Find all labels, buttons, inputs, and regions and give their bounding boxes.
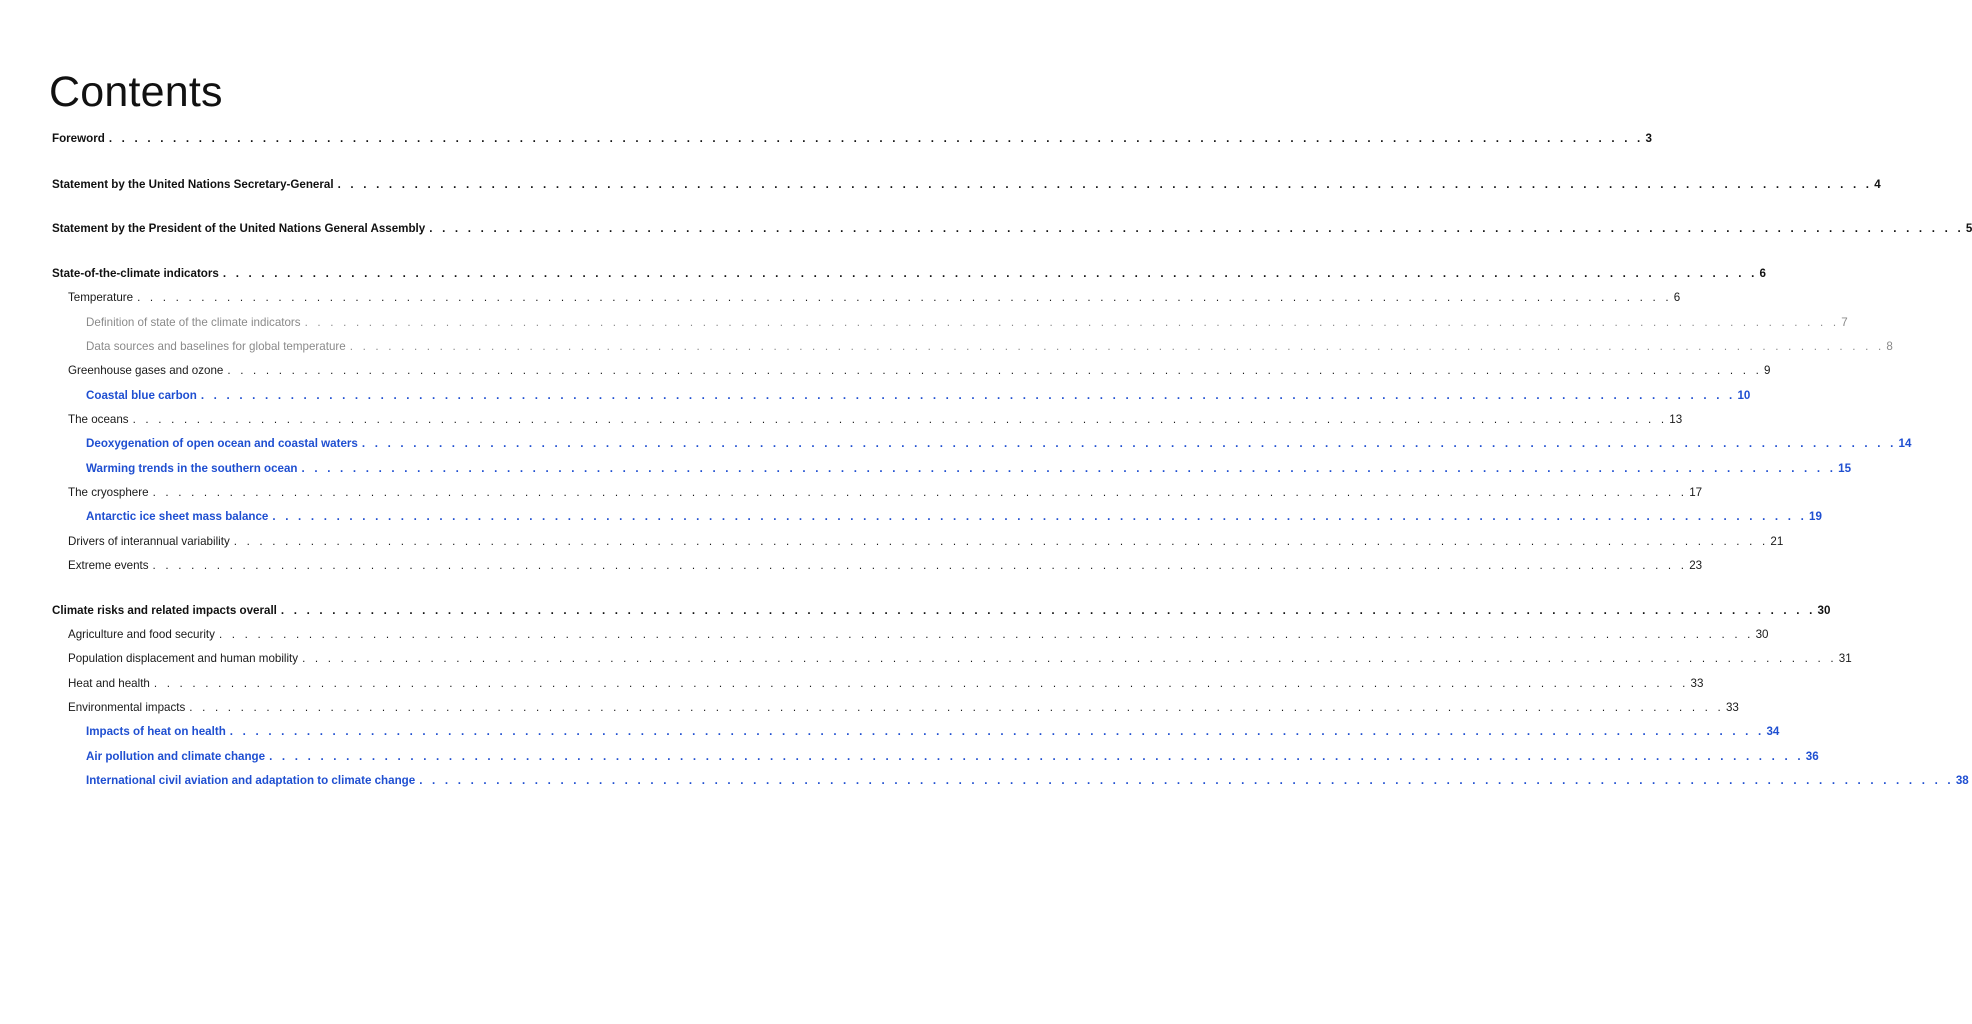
toc-entry-page-number: 15: [1838, 462, 1852, 475]
toc-entry[interactable]: [52, 749, 1819, 765]
toc-entry: [52, 603, 1831, 619]
toc-entry-label: Antarctic ice sheet mass balance: [86, 510, 269, 523]
dot-leader: . . . . . . . . . . . . . . . . . . . . . . . . . . . . . . . . . . . . . . . . . . . . . . . . . . . . . . . . . . . . . . . . . . . . . . . . . . . . . . . . . . . . . . . . . . . . . . . . . . . . . . . . . . . . . . . . . . . . . . . .: [302, 652, 1837, 665]
dot-leader: . . . . . . . . . . . . . . . . . . . . . . . . . . . . . . . . . . . . . . . . . . . . . . . . . . . . . . . . . . . . . . . . . . . . . . . . . . . . . . . . . . . . . . . . . . . . . . . . . . . . . . . . . . . . . . . . . . . . . . . .: [153, 677, 1689, 690]
toc-entry-label: Population displacement and human mobility: [68, 652, 299, 665]
dot-leader: . . . . . . . . . . . . . . . . . . . . . . . . . . . . . . . . . . . . . . . . . . . . . . . . . . . . . . . . . . . . . . . . . . . . . . . . . . . . . . . . . . . . . . . . . . . . . . . . . . . . . . . . . . . . . . . . . . . . . . . .: [429, 222, 1964, 235]
toc-entry-label: Greenhouse gases and ozone: [68, 364, 224, 377]
dot-leader: . . . . . . . . . . . . . . . . . . . . . . . . . . . . . . . . . . . . . . . . . . . . . . . . . . . . . . . . . . . . . . . . . . . . . . . . . . . . . . . . . . . . . . . . . . . . . . . . . . . . . . . . . . . . . . . . . . . . . . . .: [218, 628, 1754, 641]
toc-entry-label: Heat and health: [68, 677, 150, 690]
toc-entry-page-number: 6: [1673, 291, 1681, 304]
toc-entry-page-number: 8: [1886, 340, 1893, 353]
dot-leader: . . . . . . . . . . . . . . . . . . . . . . . . . . . . . . . . . . . . . . . . . . . . . . . . . . . . . . . . . . . . . . . . . . . . . . . . . . . . . . . . . . . . . . . . . . . . . . . . . . . . . . . . . . . . . . . . . . . . . . . .: [200, 389, 1736, 402]
dot-leader: . . . . . . . . . . . . . . . . . . . . . . . . . . . . . . . . . . . . . . . . . . . . . . . . . . . . . . . . . . . . . . . . . . . . . . . . . . . . . . . . . . . . . . . . . . . . . . . . . . . . . . . . . . . . . . . . . . . . . . . .: [137, 291, 1672, 304]
toc-entry-label: Foreword: [52, 132, 105, 145]
toc-entry-page-number: 36: [1805, 750, 1819, 763]
toc-entry-page-number: 31: [1838, 652, 1852, 665]
toc-entry-page-number: 4: [1874, 178, 1881, 191]
toc-entry[interactable]: [52, 461, 1852, 477]
toc-entry: [52, 412, 1683, 428]
toc-entry: [52, 485, 1703, 501]
toc-entry-page-number: 9: [1764, 364, 1771, 377]
dot-leader: . . . . . . . . . . . . . . . . . . . . . . . . . . . . . . . . . . . . . . . . . . . . . . . . . . . . . . . . . . . . . . . . . . . . . . . . . . . . . . . . . . . . . . . . . . . . . . . . . . . . . . . . . . . . . . . . . . . . . . . .: [280, 604, 1816, 617]
dot-leader: . . . . . . . . . . . . . . . . . . . . . . . . . . . . . . . . . . . . . . . . . . . . . . . . . . . . . . . . . . . . . . . . . . . . . . . . . . . . . . . . . . . . . . . . . . . . . . . . . . . . . . . . . . . . . . . . . . . . . . . .: [108, 132, 1644, 145]
toc-entry[interactable]: [52, 724, 1780, 740]
toc-entry[interactable]: [52, 436, 1912, 452]
toc-entry-label: Impacts of heat on health: [86, 725, 226, 738]
dot-leader: . . . . . . . . . . . . . . . . . . . . . . . . . . . . . . . . . . . . . . . . . . . . . . . . . . . . . . . . . . . . . . . . . . . . . . . . . . . . . . . . . . . . . . . . . . . . . . . . . . . . . . . . . . . . . . . . . . . . . . . .: [301, 462, 1837, 475]
toc-entry-label: Extreme events: [68, 559, 149, 572]
toc-entry: [52, 700, 1739, 716]
dot-leader: . . . . . . . . . . . . . . . . . . . . . . . . . . . . . . . . . . . . . . . . . . . . . . . . . . . . . . . . . . . . . . . . . . . . . . . . . . . . . . . . . . . . . . . . . . . . . . . . . . . . . . . . . . . . . . . . . . . . . . . .: [227, 364, 1763, 377]
toc-entry-label: The oceans: [68, 413, 129, 426]
toc-entry-label: International civil aviation and adaptation to climate change: [86, 774, 416, 787]
dot-leader: . . . . . . . . . . . . . . . . . . . . . . . . . . . . . . . . . . . . . . . . . . . . . . . . . . . . . . . . . . . . . . . . . . . . . . . . . . . . . . . . . . . . . . . . . . . . . . . . . . . . . . . . . . . . . . . . . . . . . . . .: [189, 701, 1724, 714]
toc-entry-page-number: 21: [1770, 535, 1784, 548]
toc-entry-label: The cryosphere: [68, 486, 149, 499]
toc-entry: [52, 131, 1652, 147]
toc-entry: [52, 266, 1766, 282]
toc-entry: [52, 221, 1972, 237]
dot-leader: . . . . . . . . . . . . . . . . . . . . . . . . . . . . . . . . . . . . . . . . . . . . . . . . . . . . . . . . . . . . . . . . . . . . . . . . . . . . . . . . . . . . . . . . . . . . . . . . . . . . . . . . . . . . . . . . . . . . . . . .: [222, 267, 1758, 280]
dot-leader: . . . . . . . . . . . . . . . . . . . . . . . . . . . . . . . . . . . . . . . . . . . . . . . . . . . . . . . . . . . . . . . . . . . . . . . . . . . . . . . . . . . . . . . . . . . . . . . . . . . . . . . . . . . . . . . . . . . . . . . .: [152, 559, 1688, 572]
toc-entry-label: Statement by the President of the United Nations General Assembly: [52, 222, 426, 235]
toc-entry-page-number: 10: [1737, 389, 1751, 402]
toc-entry: [52, 290, 1681, 306]
toc-entry[interactable]: [52, 773, 1969, 789]
toc-entry: [52, 363, 1771, 379]
toc-entry-page-number: 14: [1898, 437, 1912, 450]
toc-entry-page-number: 33: [1690, 677, 1704, 690]
toc-entry: [52, 339, 1893, 355]
toc-entry[interactable]: [52, 509, 1822, 525]
toc-entry-label: State-of-the-climate indicators: [52, 267, 219, 280]
dot-leader: . . . . . . . . . . . . . . . . . . . . . . . . . . . . . . . . . . . . . . . . . . . . . . . . . . . . . . . . . . . . . . . . . . . . . . . . . . . . . . . . . . . . . . . . . . . . . . . . . . . . . . . . . . . . . . . . . . . . . . . .: [269, 750, 1804, 763]
dot-leader: . . . . . . . . . . . . . . . . . . . . . . . . . . . . . . . . . . . . . . . . . . . . . . . . . . . . . . . . . . . . . . . . . . . . . . . . . . . . . . . . . . . . . . . . . . . . . . . . . . . . . . . . . . . . . . . . . . . . . . . .: [233, 535, 1769, 548]
toc-entry[interactable]: [52, 388, 1751, 404]
toc-entry-label: Coastal blue carbon: [86, 389, 197, 402]
toc-entry-page-number: 17: [1689, 486, 1703, 499]
toc-entry: [52, 558, 1703, 574]
toc-entry-label: Statement by the United Nations Secretary-General: [52, 178, 334, 191]
toc-entry: [52, 177, 1881, 193]
toc-entry-page-number: 23: [1689, 559, 1703, 572]
dot-leader: . . . . . . . . . . . . . . . . . . . . . . . . . . . . . . . . . . . . . . . . . . . . . . . . . . . . . . . . . . . . . . . . . . . . . . . . . . . . . . . . . . . . . . . . . . . . . . . . . . . . . . . . . . . . . . . . . . . . . . . .: [349, 340, 1885, 353]
dot-leader: . . . . . . . . . . . . . . . . . . . . . . . . . . . . . . . . . . . . . . . . . . . . . . . . . . . . . . . . . . . . . . . . . . . . . . . . . . . . . . . . . . . . . . . . . . . . . . . . . . . . . . . . . . . . . . . . . . . . . . . .: [132, 413, 1668, 426]
toc-entry-label: Agriculture and food security: [68, 628, 215, 641]
toc-entry-label: Drivers of interannual variability: [68, 535, 230, 548]
toc-entry-page-number: 30: [1755, 628, 1769, 641]
toc-entry: [52, 676, 1704, 692]
dot-leader: . . . . . . . . . . . . . . . . . . . . . . . . . . . . . . . . . . . . . . . . . . . . . . . . . . . . . . . . . . . . . . . . . . . . . . . . . . . . . . . . . . . . . . . . . . . . . . . . . . . . . . . . . . . . . . . . . . . . . . . .: [337, 178, 1873, 191]
toc-entry-page-number: 30: [1817, 604, 1831, 617]
dot-leader: . . . . . . . . . . . . . . . . . . . . . . . . . . . . . . . . . . . . . . . . . . . . . . . . . . . . . . . . . . . . . . . . . . . . . . . . . . . . . . . . . . . . . . . . . . . . . . . . . . . . . . . . . . . . . . . . . . . . . . . .: [272, 510, 1808, 523]
toc-entry-page-number: 3: [1645, 132, 1652, 145]
dot-leader: . . . . . . . . . . . . . . . . . . . . . . . . . . . . . . . . . . . . . . . . . . . . . . . . . . . . . . . . . . . . . . . . . . . . . . . . . . . . . . . . . . . . . . . . . . . . . . . . . . . . . . . . . . . . . . . . . . . . . . . .: [229, 725, 1765, 738]
toc-entry: [52, 534, 1784, 550]
toc-entry-label: Climate risks and related impacts overall: [52, 604, 277, 617]
toc-entry-page-number: 5: [1965, 222, 1972, 235]
toc-entry-page-number: 33: [1725, 701, 1739, 714]
page-title: Contents: [49, 68, 223, 116]
toc-entry-label: Definition of state of the climate indicators: [86, 316, 301, 329]
dot-leader: . . . . . . . . . . . . . . . . . . . . . . . . . . . . . . . . . . . . . . . . . . . . . . . . . . . . . . . . . . . . . . . . . . . . . . . . . . . . . . . . . . . . . . . . . . . . . . . . . . . . . . . . . . . . . . . . . . . . . . . .: [361, 437, 1897, 450]
toc-entry-page-number: 6: [1759, 267, 1766, 280]
toc-entry-label: Deoxygenation of open ocean and coastal waters: [86, 437, 358, 450]
toc-entry: [52, 627, 1769, 643]
toc-entry-label: Temperature: [68, 291, 134, 304]
toc-entry-page-number: 38: [1955, 774, 1969, 787]
toc-entry-page-number: 19: [1809, 510, 1822, 523]
dot-leader: . . . . . . . . . . . . . . . . . . . . . . . . . . . . . . . . . . . . . . . . . . . . . . . . . . . . . . . . . . . . . . . . . . . . . . . . . . . . . . . . . . . . . . . . . . . . . . . . . . . . . . . . . . . . . . . . . . . . . . . .: [304, 316, 1840, 329]
toc-entry-label: Data sources and baselines for global temperature: [86, 340, 346, 353]
toc-entry-label: Warming trends in the southern ocean: [86, 462, 298, 475]
dot-leader: . . . . . . . . . . . . . . . . . . . . . . . . . . . . . . . . . . . . . . . . . . . . . . . . . . . . . . . . . . . . . . . . . . . . . . . . . . . . . . . . . . . . . . . . . . . . . . . . . . . . . . . . . . . . . . . . . . . . . . . .: [419, 774, 1954, 787]
toc-entry: [52, 315, 1848, 331]
dot-leader: . . . . . . . . . . . . . . . . . . . . . . . . . . . . . . . . . . . . . . . . . . . . . . . . . . . . . . . . . . . . . . . . . . . . . . . . . . . . . . . . . . . . . . . . . . . . . . . . . . . . . . . . . . . . . . . . . . . . . . . .: [152, 486, 1688, 499]
toc-entry-label: Air pollution and climate change: [86, 750, 266, 763]
toc-entry: [52, 651, 1852, 667]
toc-entry-label: Environmental impacts: [68, 701, 186, 714]
toc-entry-page-number: 34: [1766, 725, 1780, 738]
toc-entry-page-number: 13: [1669, 413, 1683, 426]
toc-entry-page-number: 7: [1841, 316, 1848, 329]
